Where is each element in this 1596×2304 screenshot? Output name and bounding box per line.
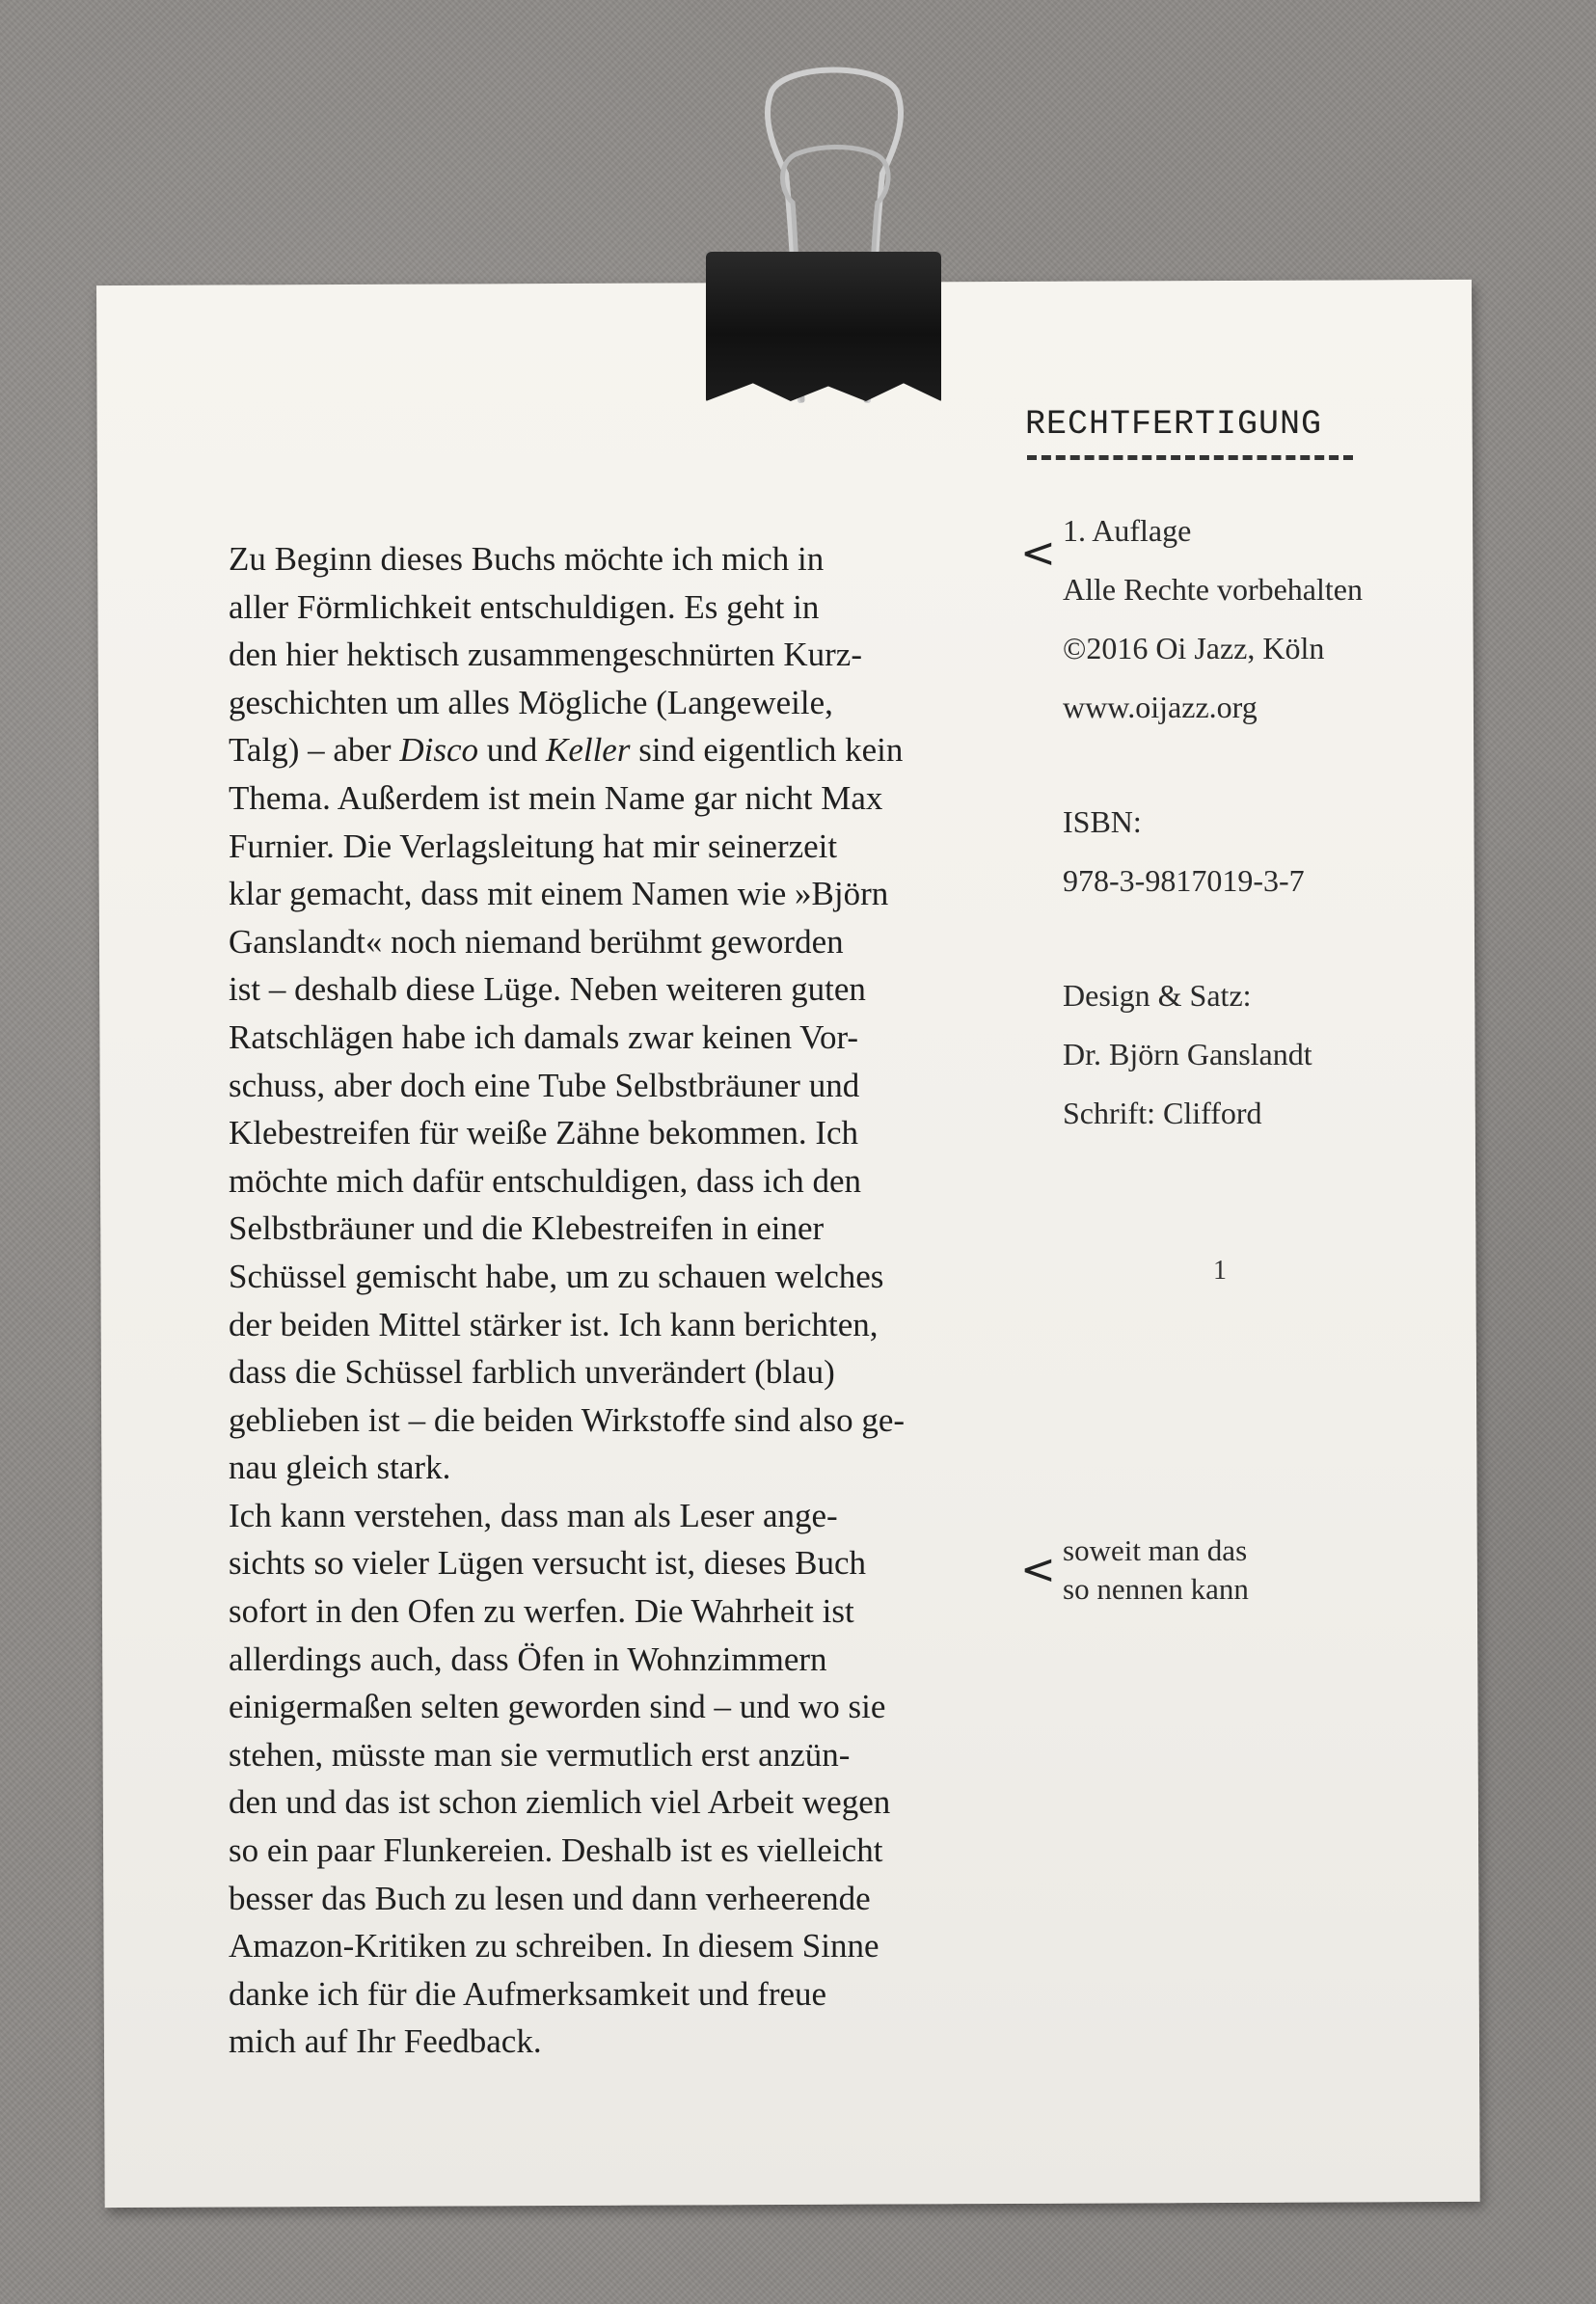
paragraph-2 [229, 1492, 1019, 2066]
keller-italic: Keller [545, 731, 631, 770]
heading-dashed-rule [1027, 455, 1353, 460]
body-line: danke ich für die Aufmerksamkeit und freue [229, 1974, 827, 2013]
website-text: www.oijazz.org [1063, 690, 1258, 724]
credits-label: Design & Satz: [1063, 978, 1252, 1013]
isbn-value: 978-3-9817019-3-7 [1063, 863, 1305, 898]
body-line: mich auf Ihr Feedback. [229, 2022, 542, 2061]
talg-before: Talg) – aber [229, 731, 400, 770]
body-line: ist – deshalb diese Lüge. Neben weiteren guten [229, 970, 866, 1009]
body-line: schuss, aber doch eine Tube Selbstbräuner und [229, 1066, 860, 1104]
main-text-block [229, 535, 1019, 2066]
paragraph-1 [229, 535, 1019, 1492]
body-line: allerdings auch, dass Öfen in Wohnzimmern [229, 1640, 827, 1678]
page-heading: RECHTFERTIGUNG [1025, 405, 1323, 444]
body-line-talg [229, 731, 903, 769]
page-number: 1 [1213, 1256, 1227, 1286]
body-line: aller Förmlichkeit entschuldigen. Es geht in [229, 587, 820, 626]
body-line: nau gleich stark. [229, 1449, 451, 1487]
disco-italic: Disco [399, 731, 478, 770]
binder-clip [706, 252, 941, 401]
body-line: einigermaßen selten geworden sind – und wo sie [229, 1688, 886, 1726]
margin-note-line: soweit man das [1063, 1533, 1248, 1567]
margin-note [1063, 1531, 1249, 1609]
credits-block [1063, 966, 1312, 1143]
body-line: besser das Buch zu lesen und dann verheerende [229, 1879, 871, 1917]
body-line: Zu Beginn dieses Buchs möchte ich mich in [229, 540, 825, 578]
body-line: Ich kann verstehen, dass man als Leser ange- [229, 1496, 838, 1534]
body-line: Furnier. Die Verlagsleitung hat mir seinerzeit [229, 827, 838, 865]
isbn-label: ISBN: [1063, 804, 1142, 839]
body-line: möchte mich dafür entschuldigen, dass ich den [229, 1161, 862, 1200]
body-line: den und das ist schon ziemlich viel Arbeit wegen [229, 1783, 891, 1822]
body-line: geschichten um alles Mögliche (Langeweile, [229, 683, 833, 721]
talg-middle: und [477, 731, 546, 770]
isbn-block [1063, 793, 1305, 910]
body-line: dass die Schüssel farblich unverändert (blau) [229, 1353, 835, 1392]
body-line: Klebestreifen für weiße Zähne bekommen. Ich [229, 1114, 859, 1152]
imprint-block [1063, 501, 1363, 737]
rights-text: Alle Rechte vorbehalten [1063, 572, 1363, 607]
body-line: sichts so vieler Lügen versucht ist, dieses Buch [229, 1544, 866, 1583]
body-line: klar gemacht, dass mit einem Namen wie »Björn [229, 875, 889, 913]
body-line: der beiden Mittel stärker ist. Ich kann berichten, [229, 1305, 879, 1343]
body-line: Ganslandt« noch niemand berühmt geworden [229, 922, 844, 961]
body-line: Ratschlägen habe ich damals zwar keinen Vor- [229, 1017, 859, 1056]
edition-text: 1. Auflage [1063, 513, 1192, 548]
margin-note-line: so nennen kann [1063, 1572, 1249, 1606]
body-line: den hier hektisch zusammengeschnürten Kurz- [229, 636, 862, 674]
body-line: Selbstbräuner und die Klebestreifen in einer [229, 1209, 825, 1248]
font-name: Schrift: Clifford [1063, 1096, 1262, 1130]
copyright-text: ©2016 Oi Jazz, Köln [1063, 631, 1325, 665]
body-line: stehen, müsste man sie vermutlich erst anzün- [229, 1735, 851, 1774]
margin-arrow-marker: < [1020, 1545, 1056, 1594]
talg-after: sind eigentlich kein [630, 731, 904, 770]
body-line: so ein paar Flunkereien. Deshalb ist es vielleicht [229, 1831, 883, 1870]
body-line: sofort in den Ofen zu werfen. Die Wahrheit ist [229, 1592, 854, 1631]
body-line: Amazon-Kritiken zu schreiben. In diesem Sinne [229, 1927, 879, 1965]
body-line: Thema. Außerdem ist mein Name gar nicht Max [229, 778, 883, 817]
body-line: Schüssel gemischt habe, um zu schauen welches [229, 1257, 884, 1295]
body-line: geblieben ist – die beiden Wirkstoffe sind also ge- [229, 1400, 906, 1439]
margin-arrow-marker: < [1020, 529, 1056, 578]
designer-name: Dr. Björn Ganslandt [1063, 1037, 1312, 1071]
